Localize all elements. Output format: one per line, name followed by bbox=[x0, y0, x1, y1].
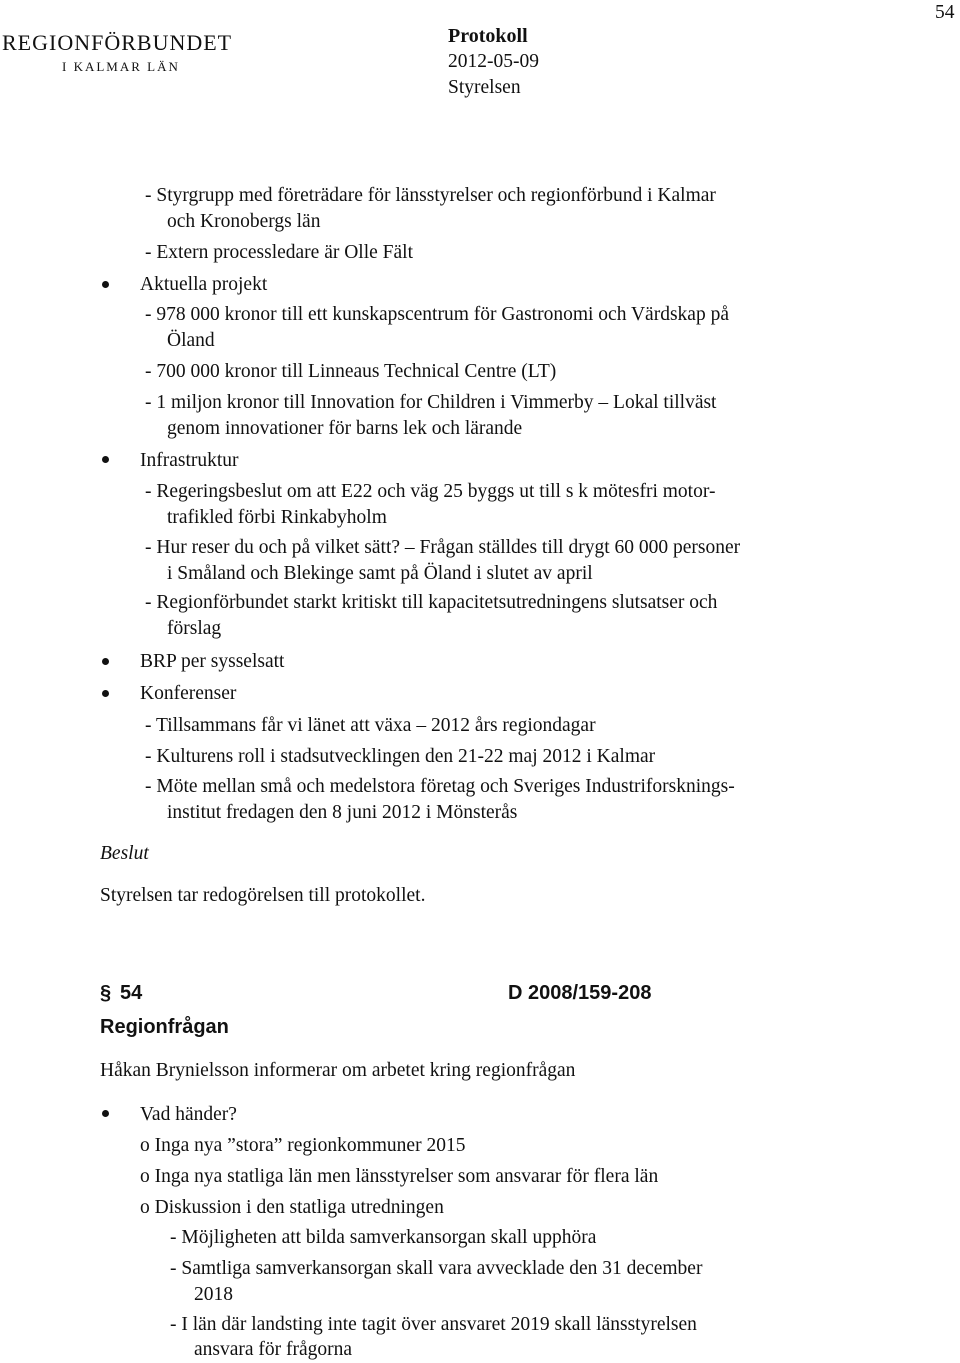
section-sign: § bbox=[100, 982, 112, 1004]
logo-subtext: I KALMAR LÄN bbox=[62, 59, 180, 74]
list-item: - Regeringsbeslut om att E22 och väg 25 byggs ut till s k mötesfri motor- bbox=[145, 481, 716, 502]
list-item: Öland bbox=[167, 330, 215, 351]
list-item: institut fredagen den 8 juni 2012 i Mönsterås bbox=[167, 802, 518, 823]
list-item: Konferenser bbox=[140, 683, 237, 704]
list-item: och Kronobergs län bbox=[167, 211, 321, 232]
logo-text: REGIONFÖRBUNDET bbox=[2, 30, 233, 55]
list-item: - Regionförbundet starkt kritiskt till kapacitetsutredningens slutsatser och bbox=[145, 592, 718, 613]
list-item: - Kulturens roll i stadsutvecklingen den 21-22 maj 2012 i Kalmar bbox=[145, 746, 656, 767]
beslut-heading: Beslut bbox=[100, 843, 149, 864]
list-item: - Extern processledare är Olle Fält bbox=[145, 242, 414, 263]
list-item: genom innovationer för barns lek och lärande bbox=[167, 418, 523, 439]
list-item: - 700 000 kronor till Linneaus Technical Centre (LT) bbox=[145, 361, 557, 382]
list-item: i Småland och Blekinge samt på Öland i slutet av april bbox=[167, 563, 593, 584]
section-number: 54 bbox=[120, 982, 143, 1004]
list-item: - 978 000 kronor till ett kunskapscentrum för Gastronomi och Värdskap på bbox=[145, 304, 729, 325]
list-item: - Samtliga samverkansorgan skall vara avvecklade den 31 december bbox=[170, 1258, 703, 1279]
list-item: - I län där landsting inte tagit över ansvaret 2019 skall länsstyrelsen bbox=[170, 1314, 697, 1335]
bullet-icon bbox=[102, 658, 109, 665]
list-item: - Tillsammans får vi länet att växa – 2012 års regiondagar bbox=[145, 715, 596, 736]
bullet-icon bbox=[102, 690, 109, 697]
list-item: o Inga nya ”stora” regionkommuner 2015 bbox=[140, 1135, 466, 1156]
list-item: - Möte mellan små och medelstora företag och Sveriges Industriforsknings- bbox=[145, 776, 735, 797]
diary-number: D 2008/159-208 bbox=[508, 982, 652, 1004]
list-item: - Styrgrupp med företrädare för länsstyrelser och regionförbund i Kalmar bbox=[145, 185, 716, 206]
section-intro: Håkan Brynielsson informerar om arbetet kring regionfrågan bbox=[100, 1060, 576, 1081]
list-item: Infrastruktur bbox=[140, 450, 239, 471]
beslut-text: Styrelsen tar redogörelsen till protokollet. bbox=[100, 885, 426, 906]
section-title: Regionfrågan bbox=[100, 1016, 229, 1038]
list-item: 2018 bbox=[194, 1284, 233, 1305]
page-number: 54 bbox=[935, 2, 955, 23]
list-item: o Inga nya statliga län men länsstyrelser som ansvarar för flera län bbox=[140, 1166, 659, 1187]
list-item: o Diskussion i den statliga utredningen bbox=[140, 1197, 444, 1218]
document-date: 2012-05-09 bbox=[448, 51, 539, 72]
list-item: - Hur reser du och på vilket sätt? – Frågan ställdes till drygt 60 000 personer bbox=[145, 537, 741, 558]
bullet-icon bbox=[102, 1110, 109, 1117]
bullet-icon bbox=[102, 281, 109, 288]
list-item: ansvara för frågorna bbox=[194, 1339, 353, 1360]
list-item: - 1 miljon kronor till Innovation for Children i Vimmerby – Lokal tillväst bbox=[145, 392, 717, 413]
bullet-icon bbox=[102, 456, 109, 463]
list-item: trafikled förbi Rinkabyholm bbox=[167, 507, 387, 528]
document-title: Protokoll bbox=[448, 25, 528, 47]
list-item: Aktuella projekt bbox=[140, 274, 268, 295]
list-item: förslag bbox=[167, 618, 222, 639]
list-item: - Möjligheten att bilda samverkansorgan skall upphöra bbox=[170, 1227, 597, 1248]
list-item: Vad händer? bbox=[140, 1104, 237, 1125]
list-item: BRP per sysselsatt bbox=[140, 651, 285, 672]
document-body: Styrelsen bbox=[448, 77, 521, 98]
